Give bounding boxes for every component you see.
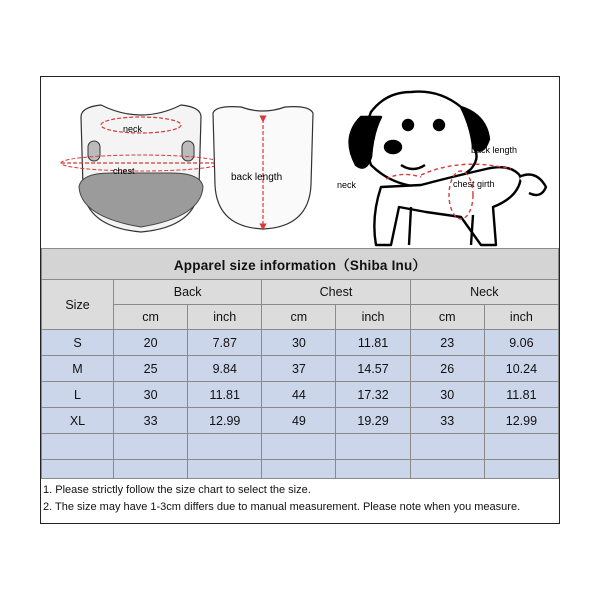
front-chest-label: chest	[113, 166, 135, 176]
value-cell	[336, 434, 410, 460]
value-cell: 49	[262, 408, 336, 434]
unit-header: inch	[336, 305, 410, 330]
unit-header: inch	[188, 305, 262, 330]
size-cell: S	[42, 330, 114, 356]
value-cell: 17.32	[336, 382, 410, 408]
value-cell: 10.24	[484, 356, 558, 382]
value-cell: 12.99	[188, 408, 262, 434]
group-header-back: Back	[114, 280, 262, 305]
value-cell: 26	[410, 356, 484, 382]
group-header-neck: Neck	[410, 280, 558, 305]
value-cell: 25	[114, 356, 188, 382]
value-cell	[188, 434, 262, 460]
unit-header: cm	[410, 305, 484, 330]
value-cell: 12.99	[484, 408, 558, 434]
value-cell: 30	[262, 330, 336, 356]
table-title: Apparel size information（Shiba Inu）	[42, 249, 559, 280]
size-chart-frame	[40, 76, 560, 524]
value-cell: 37	[262, 356, 336, 382]
unit-header: cm	[262, 305, 336, 330]
dog-chest-girth-label: chest girth	[453, 179, 495, 189]
size-cell	[42, 434, 114, 460]
value-cell: 30	[114, 382, 188, 408]
illustration-svg	[41, 77, 559, 247]
value-cell: 7.87	[188, 330, 262, 356]
size-cell: M	[42, 356, 114, 382]
value-cell: 11.81	[188, 382, 262, 408]
value-cell: 23	[410, 330, 484, 356]
dog-neck-label: neck	[337, 180, 357, 190]
value-cell: 33	[114, 408, 188, 434]
table-row	[42, 434, 559, 460]
table-row	[42, 382, 559, 408]
note-2: 2. The size may have 1-3cm differs due to manual measurement. Please note when you measure.	[43, 501, 521, 513]
group-header-row	[42, 280, 559, 305]
dog-back-length-label: back length	[471, 145, 518, 155]
dog-icon	[350, 92, 546, 245]
garment-back-icon	[213, 107, 313, 229]
value-cell: 19.29	[336, 408, 410, 434]
size-cell: L	[42, 382, 114, 408]
unit-header: inch	[484, 305, 558, 330]
size-column-header: Size	[42, 280, 114, 330]
table-body	[42, 330, 559, 486]
value-cell	[114, 434, 188, 460]
group-header-chest: Chest	[262, 280, 410, 305]
size-cell: XL	[42, 408, 114, 434]
value-cell	[484, 434, 558, 460]
table-title-row	[42, 249, 559, 280]
value-cell: 11.81	[336, 330, 410, 356]
value-cell: 14.57	[336, 356, 410, 382]
measurement-illustration	[41, 77, 559, 247]
table-row	[42, 408, 559, 434]
garment-front-icon	[61, 105, 221, 232]
value-cell: 44	[262, 382, 336, 408]
unit-header-row	[42, 305, 559, 330]
value-cell: 11.81	[484, 382, 558, 408]
back-length-label: back length	[231, 172, 283, 183]
value-cell: 30	[410, 382, 484, 408]
note-1: 1. Please strictly follow the size chart to select the size.	[43, 484, 311, 496]
value-cell: 9.06	[484, 330, 558, 356]
value-cell	[410, 434, 484, 460]
unit-header: cm	[114, 305, 188, 330]
size-table	[41, 248, 559, 486]
table-row	[42, 330, 559, 356]
value-cell	[262, 434, 336, 460]
notes	[41, 478, 559, 524]
front-neck-label: neck	[123, 124, 143, 134]
value-cell: 20	[114, 330, 188, 356]
table-row	[42, 356, 559, 382]
value-cell: 9.84	[188, 356, 262, 382]
value-cell: 33	[410, 408, 484, 434]
